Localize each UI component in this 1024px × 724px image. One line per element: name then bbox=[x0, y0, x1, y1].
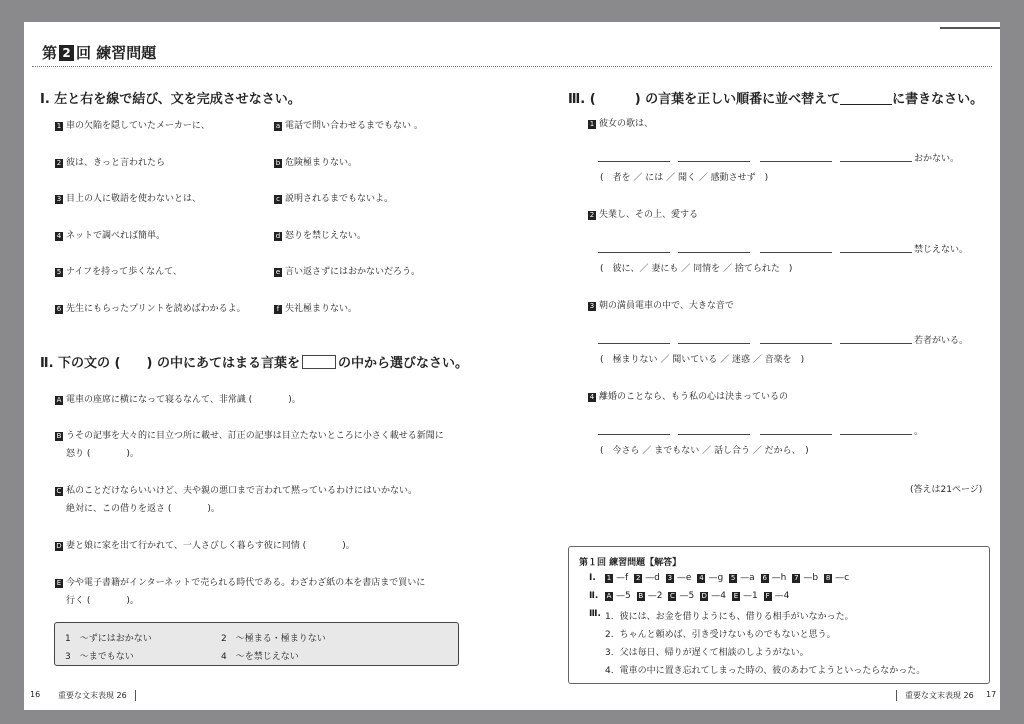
item-number-badge: b bbox=[275, 158, 281, 167]
item-number-badge: c bbox=[274, 195, 282, 204]
answer-letter-badge: A bbox=[606, 592, 612, 600]
answers-title: 第１回 練習問題【解答】 bbox=[579, 558, 682, 568]
right-clause-2 bbox=[274, 155, 357, 168]
answer-sentence-text: 父は毎日、帰りが遅くて相談のしようがない。 bbox=[619, 648, 809, 658]
fill-item-A bbox=[55, 392, 301, 405]
answer-value: —f bbox=[616, 573, 629, 583]
item-letter-badge: C bbox=[56, 487, 62, 495]
reorder-item-2 bbox=[588, 207, 698, 220]
left-page-number: 16 bbox=[30, 690, 41, 699]
answer-letter-badge: B bbox=[638, 592, 644, 600]
item-line-2: 絶対に、この借りを返さ ( )。 bbox=[66, 504, 220, 514]
left-clause-4 bbox=[55, 228, 165, 241]
answer-value: —g bbox=[708, 573, 724, 583]
item-number-badge: 4 bbox=[56, 231, 62, 240]
answer-letter-badge: F bbox=[765, 592, 770, 600]
answer-blank-line bbox=[598, 252, 670, 253]
right-clause-4 bbox=[274, 228, 366, 241]
answer-pair bbox=[605, 573, 628, 583]
left-clause-5 bbox=[55, 264, 182, 277]
answer-value: —b bbox=[803, 573, 819, 583]
answer-value: —5 bbox=[616, 591, 631, 601]
item-number-badge: e bbox=[275, 268, 281, 276]
answer-blank-line bbox=[678, 252, 750, 253]
answer-pair bbox=[824, 573, 849, 583]
answer-blank-line bbox=[760, 161, 832, 162]
answers-row2-label: Ⅱ. bbox=[589, 591, 599, 601]
answer-blank-line bbox=[598, 434, 670, 435]
answer-sentence-text: 電車の中に置き忘れてしまった時の、彼のあわてようといったらなかった。 bbox=[619, 666, 926, 676]
reorder-item-1 bbox=[588, 116, 653, 129]
right-clause-5 bbox=[274, 264, 420, 277]
answer-sentence-text: ちゃんと頼めば、引き受けないものでもないと思う。 bbox=[619, 630, 836, 640]
answer-letter-badge: E bbox=[733, 592, 739, 600]
left-clause-3 bbox=[55, 191, 201, 204]
answer-value: —a bbox=[740, 573, 755, 583]
word-choices: ( 彼に、／ 妻にも ／ 同情を ／ 捨てられた ) bbox=[600, 264, 793, 274]
section-2-title: Ⅱ. 下の文の ( ) の中にあてはまる言葉を の中から選びなさい。 bbox=[40, 356, 468, 371]
section-1-title: Ⅰ. 左と右を線で結び、文を完成させなさい。 bbox=[40, 92, 301, 107]
top-rule bbox=[940, 27, 1000, 29]
answer-blank-line bbox=[678, 343, 750, 344]
option-4: 4 〜を禁じえない bbox=[221, 652, 299, 662]
item-text: 失礼極まりない。 bbox=[285, 303, 358, 314]
answer-blank-line bbox=[840, 434, 912, 435]
lesson-number-badge: 2 bbox=[59, 45, 74, 61]
answer-value: —1 bbox=[742, 591, 758, 601]
answer-sentence-number: 1. bbox=[605, 612, 614, 622]
answer-sentence-3 bbox=[605, 645, 809, 658]
item-letter-badge: A bbox=[56, 396, 62, 404]
option-3: 3 〜までもない bbox=[65, 652, 134, 662]
answer-pair bbox=[764, 591, 790, 601]
item-text: 彼は、きっと言われたら bbox=[66, 157, 166, 168]
answer-letter-badge: D bbox=[701, 592, 707, 600]
item-number-badge: 2 bbox=[589, 211, 595, 219]
sentence-ending: おかない。 bbox=[914, 154, 960, 164]
item-text: 危険極まりない。 bbox=[285, 157, 358, 168]
answer-value: —e bbox=[676, 573, 692, 583]
left-clause-6 bbox=[55, 301, 246, 314]
answer-number-badge: 1 bbox=[606, 574, 612, 582]
answer-blank-line bbox=[840, 252, 912, 253]
answer-letter-badge: C bbox=[670, 592, 675, 600]
answer-pair bbox=[732, 591, 758, 601]
answer-blank-line bbox=[678, 161, 750, 162]
item-text: 怒りを禁じえない。 bbox=[285, 230, 367, 241]
option-1: 1 〜ずにはおかない bbox=[65, 634, 152, 644]
item-number-badge: a bbox=[275, 122, 281, 130]
underline-icon bbox=[840, 92, 892, 105]
answer-sentence-1 bbox=[605, 609, 854, 622]
reorder-item-3 bbox=[588, 298, 734, 311]
item-number-badge: 6 bbox=[56, 304, 62, 313]
item-line-1: 妻と娘に家を出て行かれて、一人さびしく暮らす彼に同情 ( )。 bbox=[66, 541, 355, 551]
answer-pair bbox=[666, 573, 692, 583]
answers-row3-label: Ⅲ. bbox=[589, 609, 601, 619]
sentence-ending: 。 bbox=[914, 427, 924, 437]
item-letter-badge: D bbox=[56, 542, 62, 550]
answers-row2 bbox=[605, 591, 795, 601]
option-2: 2 〜極まる・極まりない bbox=[221, 634, 326, 644]
answer-value: —4 bbox=[711, 591, 726, 601]
item-line-2: 怒り ( )。 bbox=[66, 449, 139, 459]
left-clause-2 bbox=[55, 155, 165, 168]
item-text: ナイフを持って歩くなんて、 bbox=[66, 267, 182, 277]
answer-pair bbox=[637, 591, 663, 601]
item-prompt: 彼女の歌は、 bbox=[599, 119, 654, 129]
word-choices: ( 今さら ／ までもない ／ 話し合う ／ だから、 ) bbox=[600, 446, 809, 456]
item-text: 説明されるまでもないよ。 bbox=[285, 194, 394, 204]
answer-value: —4 bbox=[774, 591, 790, 601]
answer-sentence-4 bbox=[605, 663, 925, 676]
answer-sentence-number: 2. bbox=[605, 630, 614, 640]
fill-item-C bbox=[55, 483, 417, 496]
answer-value: —2 bbox=[647, 591, 663, 601]
right-clause-6 bbox=[274, 301, 357, 314]
item-text: 目上の人に敬語を使わないとは、 bbox=[66, 194, 202, 204]
item-number-badge: f bbox=[274, 305, 282, 314]
answer-number-badge: 7 bbox=[794, 574, 799, 582]
answers-row1-label: Ⅰ. bbox=[589, 573, 596, 583]
fill-item-B bbox=[55, 428, 444, 441]
item-text: 車の欠陥を隠していたメーカーに、 bbox=[66, 121, 210, 131]
item-prompt: 朝の満員電車の中で、大きな音で bbox=[599, 301, 734, 311]
answer-blank-line bbox=[598, 343, 670, 344]
left-footer-title: 重要な文末表現 26 bbox=[58, 690, 136, 701]
item-prompt: 失業し、その上、愛する bbox=[599, 210, 699, 220]
answer-pair bbox=[668, 591, 694, 601]
left-clause-1 bbox=[55, 118, 210, 131]
right-page-number: 17 bbox=[986, 690, 997, 699]
right-clause-1 bbox=[274, 118, 423, 131]
answer-pair bbox=[729, 573, 755, 583]
item-number-badge: d bbox=[275, 231, 281, 240]
sentence-ending: 若者がいる。 bbox=[914, 336, 969, 346]
item-text: 先生にもらったプリントを読めばわかるよ。 bbox=[66, 303, 246, 314]
item-number-badge: 1 bbox=[56, 122, 62, 130]
page-title: 第 2 回 練習問題 bbox=[42, 44, 157, 62]
answer-number-badge: 6 bbox=[762, 574, 767, 582]
answer-sentence-number: 3. bbox=[605, 648, 614, 658]
answer-pair bbox=[792, 573, 818, 583]
options-box bbox=[54, 622, 459, 666]
right-footer-title: 重要な文末表現 26 bbox=[896, 690, 974, 701]
page-header bbox=[32, 40, 992, 67]
item-number-badge: 3 bbox=[56, 195, 62, 203]
section-3-title: Ⅲ. ( ) の言葉を正しい順番に並べ替えて に書きなさい。 bbox=[568, 92, 984, 107]
answer-blank-line bbox=[840, 161, 912, 162]
item-line-1: 電車の座席に横になって寝るなんて、非常識 ( )。 bbox=[66, 395, 301, 405]
answer-sentence-text: 彼には、お金を借りようにも、借りる相手がいなかった。 bbox=[619, 612, 854, 622]
answer-number-badge: 4 bbox=[699, 574, 704, 582]
fill-item-D bbox=[55, 538, 355, 551]
answer-value: —c bbox=[835, 573, 850, 583]
answers-row1 bbox=[605, 573, 855, 583]
item-line-1: うその記事を大々的に目立つ所に載せ、訂正の記事は目立たないところに小さく載せる新聞に bbox=[66, 431, 444, 441]
answer-pair bbox=[605, 591, 631, 601]
answer-value: —d bbox=[645, 573, 660, 583]
answer-page-note: (答えは21ページ) bbox=[910, 485, 983, 495]
answer-blank-line bbox=[760, 252, 832, 253]
answer-number-badge: 5 bbox=[730, 574, 736, 582]
item-number-badge: 1 bbox=[589, 120, 595, 128]
answer-box-icon bbox=[302, 355, 336, 369]
item-text: 電話で問い合わせるまでもない 。 bbox=[285, 121, 423, 131]
answer-value: —h bbox=[771, 573, 787, 583]
item-number-badge: 5 bbox=[56, 268, 62, 276]
item-number-badge: 4 bbox=[589, 393, 595, 401]
fill-item-E bbox=[55, 575, 425, 588]
answer-sentence-number: 4. bbox=[605, 666, 614, 676]
item-text: 言い返さずにはおかないだろう。 bbox=[285, 267, 421, 277]
item-line-1: 今や電子書籍がインターネットで売られる時代である。わざわざ紙の本を書店まで買いに bbox=[66, 578, 426, 588]
answer-sentence-2 bbox=[605, 627, 836, 640]
answer-pair bbox=[634, 573, 660, 583]
answer-blank-line bbox=[840, 343, 912, 344]
answer-blank-line bbox=[760, 434, 832, 435]
item-line-1: 私のことだけならいいけど、夫や親の悪口まで言われて黙っているわけにはいかない。 bbox=[66, 486, 418, 496]
answer-blank-line bbox=[598, 161, 670, 162]
item-number-badge: 3 bbox=[589, 302, 595, 310]
item-number-badge: 2 bbox=[56, 158, 62, 167]
answer-number-badge: 3 bbox=[667, 574, 673, 582]
previous-answers-box bbox=[568, 546, 990, 684]
item-prompt: 離婚のことなら、もう私の心は決まっているの bbox=[599, 392, 789, 402]
item-line-2: 行く ( )。 bbox=[66, 596, 139, 606]
reorder-item-4 bbox=[588, 389, 788, 402]
answer-pair bbox=[761, 573, 787, 583]
answer-pair bbox=[700, 591, 726, 601]
word-choices: ( 極まりない ／ 聞いている ／ 迷惑 ／ 音楽を ) bbox=[600, 355, 805, 365]
right-clause-3 bbox=[274, 191, 393, 204]
answer-number-badge: 2 bbox=[635, 574, 641, 582]
answer-blank-line bbox=[760, 343, 832, 344]
answer-pair bbox=[697, 573, 723, 583]
item-letter-badge: E bbox=[56, 579, 62, 587]
word-choices: ( 者を ／ には ／ 聞く ／ 感動させず ) bbox=[600, 173, 769, 183]
item-letter-badge: B bbox=[56, 432, 62, 440]
answer-number-badge: 8 bbox=[825, 574, 831, 582]
sentence-ending: 禁じえない。 bbox=[914, 245, 969, 255]
answer-blank-line bbox=[678, 434, 750, 435]
item-text: ネットで調べれば簡単。 bbox=[66, 230, 166, 241]
answer-value: —5 bbox=[679, 591, 695, 601]
